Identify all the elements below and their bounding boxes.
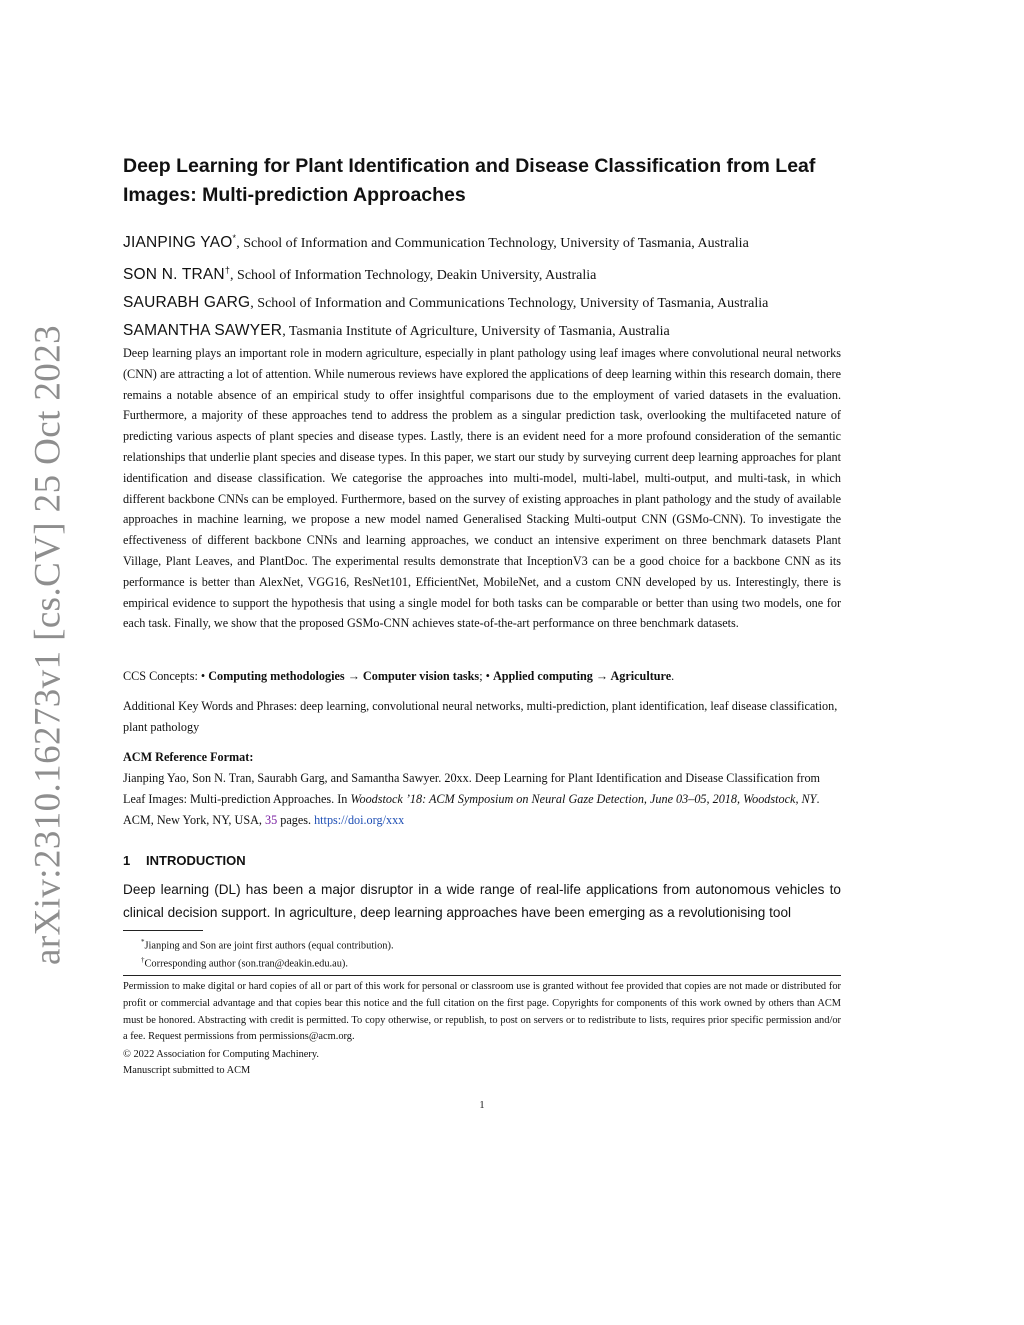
- author-entry: [123, 317, 841, 345]
- ccs-label: CCS Concepts:: [123, 669, 201, 683]
- author-name: SON N. TRAN: [123, 266, 225, 284]
- footnote-mark: †: [141, 956, 145, 965]
- keywords: Additional Key Words and Phrases: deep learning, convolutional neural networks, multi-prediction, plant identification, leaf disease classification, plant pathology: [123, 699, 838, 734]
- ccs-end: .: [671, 669, 675, 683]
- ccs-concepts: [123, 666, 841, 686]
- page-count-link[interactable]: 35: [265, 813, 278, 827]
- author-name: SAMANTHA SAWYER: [123, 322, 283, 340]
- author-list: [123, 225, 841, 345]
- author-mark: *: [232, 233, 237, 243]
- author-affiliation: , School of Information Technology, Deakin University, Australia: [230, 268, 597, 284]
- author-name: SAURABH GARG: [123, 294, 251, 312]
- author-affiliation: , School of Information and Communication Technology, University of Tasmania, Australia: [236, 236, 749, 252]
- ccs-concept: Computing methodologies → Computer vision tasks: [208, 669, 480, 683]
- author-entry: [123, 257, 841, 289]
- permission-rule: [123, 975, 841, 976]
- acm-reference-publisher: . ACM, New York, NY, USA,: [123, 792, 820, 827]
- arxiv-stamp: arXiv:2310.16273v1 [cs.CV] 25 Oct 2023: [27, 324, 69, 966]
- intro-paragraph: Deep learning (DL) has been a major disruptor in a wide range of real-life applications from autonomous vehicles to clinical decision support. In agriculture, deep learning approaches have been emerging as a revolutionising tool: [123, 882, 841, 920]
- author-name: JIANPING YAO: [123, 234, 233, 252]
- author-affiliation: , Tasmania Institute of Agriculture, University of Tasmania, Australia: [282, 324, 670, 340]
- acm-reference-venue: Woodstock ’18: ACM Symposium on Neural Gaze Detection, June 03–05, 2018, Woodstock, NY: [350, 792, 817, 806]
- doi-link[interactable]: https://doi.org/xxx: [314, 813, 405, 827]
- acm-reference-heading: ACM Reference Format:: [123, 750, 254, 764]
- ccs-concept: Applied computing → Agriculture: [492, 669, 672, 683]
- footnote-mark: *: [141, 938, 145, 946]
- ccs-bullet: •: [485, 669, 493, 683]
- acm-reference-body: [123, 768, 841, 831]
- copyright-notice: © 2022 Association for Computing Machinery.: [123, 1049, 319, 1060]
- footnotes: [141, 935, 841, 972]
- ccs-bullet: •: [200, 669, 209, 683]
- author-affiliation: , School of Information and Communications Technology, University of Tasmania, Australia: [250, 296, 769, 312]
- section-title: INTRODUCTION: [146, 853, 246, 868]
- acm-reference: [123, 747, 841, 831]
- footnote-text: Jianping and Son are joint first authors (equal contribution).: [144, 940, 394, 952]
- permission-notice: Permission to make digital or hard copies of all or part of this work for personal or classroom use is granted without fee provided that copies are not made or distributed for profit or commercial advantage and that copies bear this notice and the full citation on the first page. Copyrights for components of this work owned by others than ACM must be honored. Abstracting with credit is permitted. To copy otherwise, or republish, to post on servers or to redistribute to lists, requires prior specific permission and/or a fee. Request permissions from permissions@acm.org.: [123, 981, 841, 1043]
- abstract: Deep learning plays an important role in modern agriculture, especially in plant pathology using leaf images where convolutional neural networks (CNN) are attracting a lot of attention. While numerous reviews have explored the applications of deep learning within this research domain, there remains a notable absence of an empirical study to offer insightful comparisons due to the employment of varied datasets in the evaluation. Furthermore, a majority of these approaches tend to address the problem as a singular prediction task, overlooking the multifaceted nature of predicting various aspects of plant species and disease types. Lastly, there is an evident need for a more profound consideration of the semantic relationships that underlie plant species and disease types. In this paper, we start our study by surveying current deep learning approaches for plant identification and disease classification. We categorise the approaches into multi-model, multi-label, multi-output, and multi-task, in which different backbone CNNs can be employed. Furthermore, based on the survey of existing approaches in plant pathology and the study of available approaches in machine learning, we propose a new model named Generalised Stacking Multi-output CNN (GSMo-CNN). To investigate the effectiveness of different backbone CNNs and learning approaches, we conduct an intensive experiment on three benchmark datasets Plant Village, Plant Leaves, and PlantDoc. The experimental results demonstrate that InceptionV3 can be a good choice for a backbone CNN as its performance is better than AlexNet, VGG16, ResNet101, EfficientNet, MobileNet, and a custom CNN developed by us. Interestingly, there is empirical evidence to support the hypothesis that using a single model for both tasks can be comparable or better than using two models, one for each task. Finally, we show that the proposed GSMo-CNN achieves state-of-the-art performance on three benchmark datasets.: [123, 346, 841, 631]
- section-number: 1: [123, 853, 131, 868]
- author-entry: [123, 289, 841, 317]
- footnote: [141, 935, 841, 953]
- ccs-separator: ;: [479, 669, 486, 683]
- submission-note: Manuscript submitted to ACM: [123, 1065, 251, 1076]
- acm-reference-pages-suffix: pages.: [277, 813, 315, 827]
- author-mark: †: [224, 265, 231, 276]
- footnote: [141, 953, 841, 971]
- section-heading: [123, 851, 841, 871]
- footnote-text: Corresponding author (son.tran@deakin.edu.au).: [144, 958, 348, 970]
- page-number: 1: [479, 1100, 485, 1111]
- acm-reference-citation: Jianping Yao, Son N. Tran, Saurabh Garg, and Samantha Sawyer. 20xx. Deep Learning for Plant Identification and Disease Classification from Leaf Images: Multi-prediction Approaches. In: [123, 771, 821, 806]
- paper-title: Deep Learning for Plant Identification and Disease Classification from Leaf Images: Multi-prediction Approaches: [123, 155, 816, 206]
- author-entry: [123, 225, 841, 257]
- footnote-rule: [123, 930, 203, 931]
